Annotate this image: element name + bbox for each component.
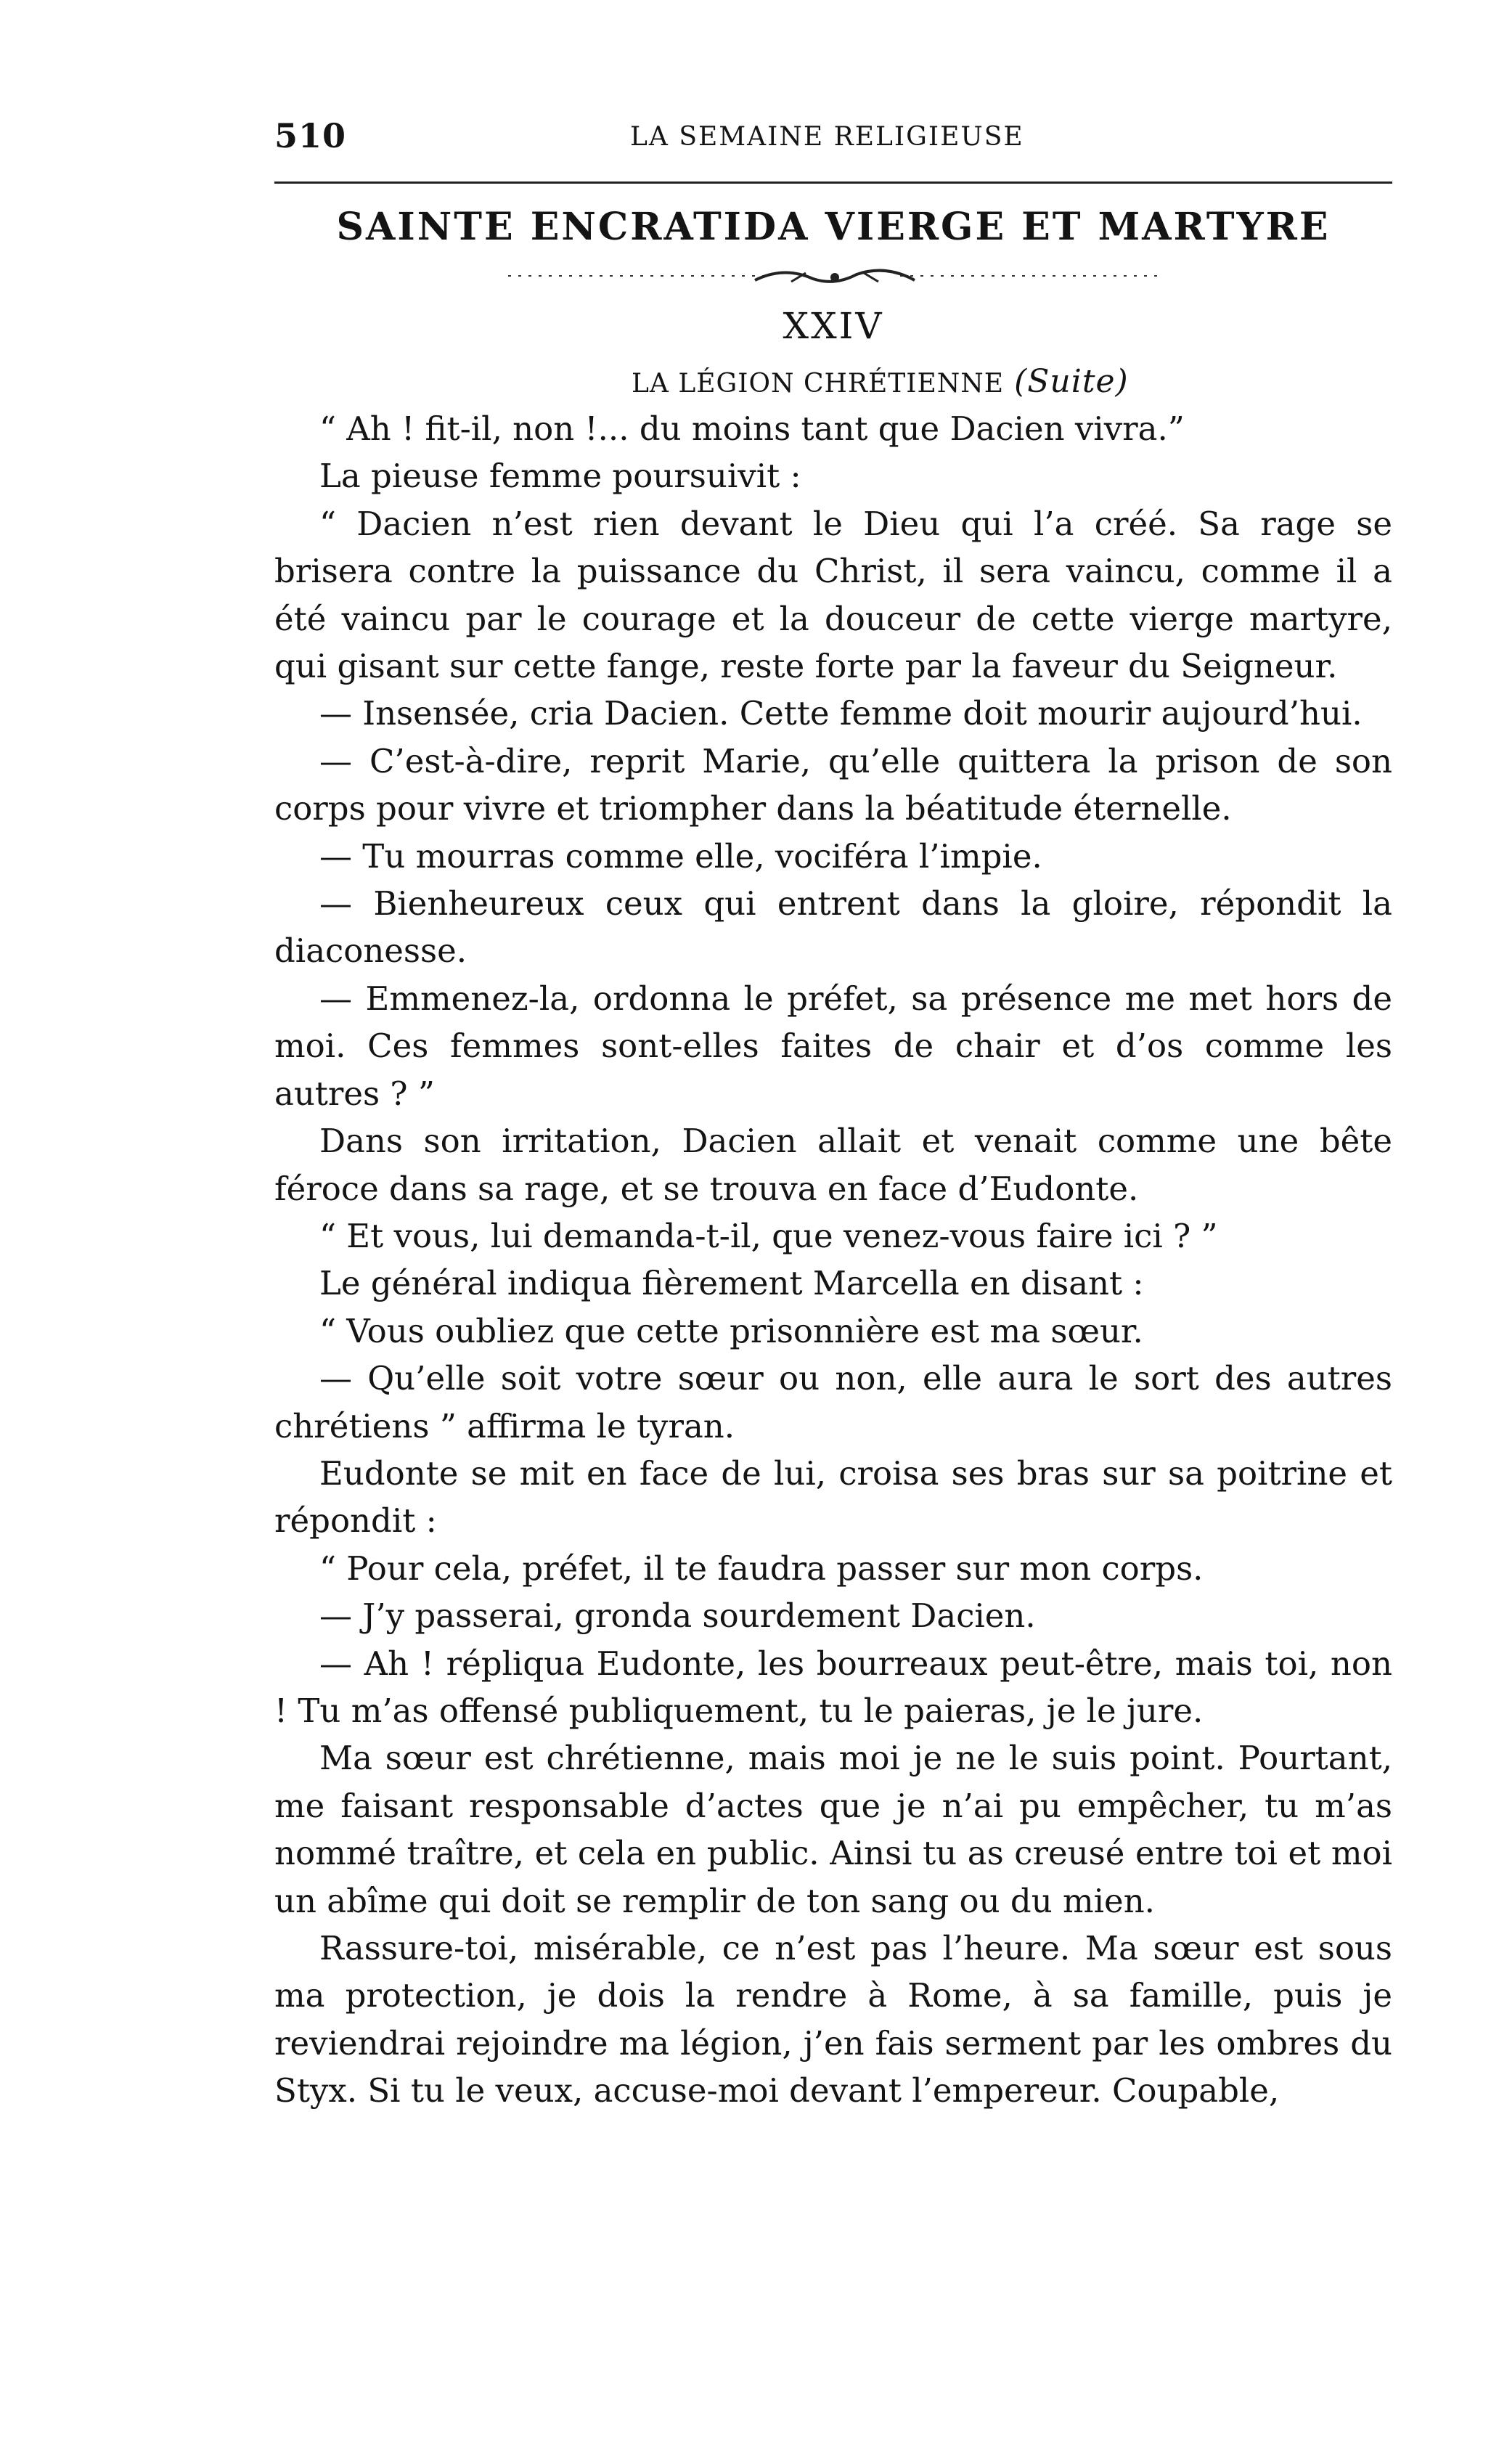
paragraph: — Emmenez-la, ordonna le préfet, sa présence me met hors de moi. Ces femmes sont-elles faites de chair et d’os comme les autres ? ”: [274, 979, 1392, 1113]
running-head: LA SEMAINE RELIGIEUSE: [630, 122, 1024, 152]
section-heading-suite: (Suite): [1014, 363, 1129, 400]
paragraph: Le général indiqua fièrement Marcella en disant :: [319, 1264, 1144, 1303]
chapter-title: SAINTE ENCRATIDA VIERGE ET MARTYRE: [336, 205, 1331, 249]
paragraph: La pieuse femme poursuivit :: [319, 457, 801, 496]
paragraph: Dans son irritation, Dacien allait et venait comme une bête féroce dans sa rage, et se trouva en face d’Eudonte.: [274, 1122, 1392, 1208]
paragraph: — Ah ! répliqua Eudonte, les bourreaux peut-être, mais toi, non ! Tu m’as offensé publiquement, tu le paieras, je le jure.: [274, 1644, 1392, 1730]
paragraph: “ Ah ! fit-il, non !... du moins tant que Dacien vivra.”: [319, 409, 1185, 448]
paragraph: Rassure-toi, misérable, ce n’est pas l’heure. Ma sœur est sous ma protection, je dois la rendre à Rome, à sa famille, puis je reviendrai rejoindre ma légion, j’en fais serment par les ombres du Styx. Si tu le veux, accuse-moi devant l’empereur. Coupable,: [274, 1929, 1392, 2110]
paragraph: — Qu’elle soit votre sœur ou non, elle aura le sort des autres chrétiens ” affirma le tyran.: [274, 1359, 1392, 1445]
paragraph: “ Dacien n’est rien devant le Dieu qui l’a créé. Sa rage se brisera contre la puissance du Christ, il sera vaincu, comme il a été vaincu par le courage et la douceur de cette vierge martyre, qui gisant sur cette fange, reste forte par la faveur du Seigneur.: [274, 504, 1392, 686]
paragraph: — Insensée, cria Dacien. Cette femme doit mourir aujourd’hui.: [319, 694, 1363, 733]
section-heading-title: LA LÉGION CHRÉTIENNE: [632, 369, 1005, 399]
paragraph: “ Et vous, lui demanda-t-il, que venez-vous faire ici ? ”: [319, 1216, 1218, 1255]
page-header: [274, 116, 1392, 160]
header-rule: [274, 181, 1392, 184]
body-text: [274, 405, 1392, 2115]
paragraph: Eudonte se mit en face de lui, croisa ses bras sur sa poitrine et répondit :: [274, 1453, 1392, 1541]
section-heading: [632, 363, 1129, 400]
paragraph: “ Vous oubliez que cette prisonnière est ma sœur.: [319, 1311, 1143, 1350]
section-number: XXIV: [783, 305, 884, 347]
paragraph: — J’y passerai, gronda sourdement Dacien.: [319, 1596, 1036, 1636]
paragraph: “ Pour cela, préfet, il te faudra passer sur mon corps.: [319, 1549, 1204, 1588]
paragraph: — Tu mourras comme elle, vociféra l’impie.: [319, 836, 1042, 876]
decorative-ornament: [508, 261, 1161, 290]
paragraph: — C’est-à-dire, reprit Marie, qu’elle quittera la prison de son corps pour vivre et triompher dans la béatitude éternelle.: [274, 741, 1392, 828]
page-number: 510: [274, 116, 347, 155]
paragraph: Ma sœur est chrétienne, mais moi je ne le suis point. Pourtant, me faisant responsable d’actes que je n’ai pu empêcher, tu m’as nommé traître, et cela en public. Ainsi tu as creusé entre toi et moi un abîme qui doit se remplir de ton sang ou du mien.: [274, 1739, 1392, 1920]
paragraph: — Bienheureux ceux qui entrent dans la gloire, répondit la diaconesse.: [274, 884, 1392, 971]
